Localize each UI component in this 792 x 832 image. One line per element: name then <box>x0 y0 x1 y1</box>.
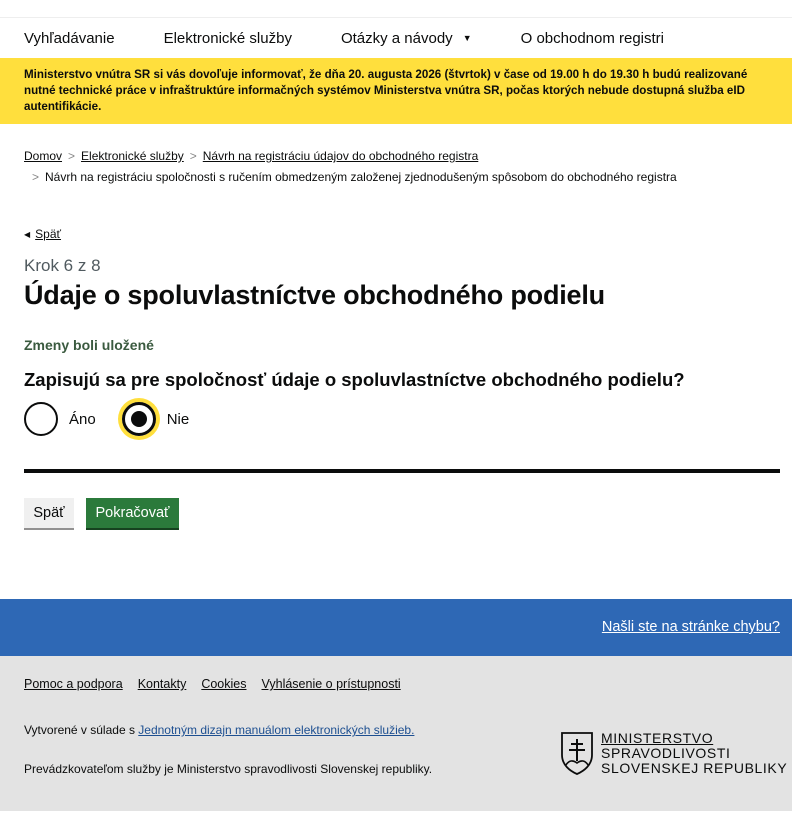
section-divider <box>24 469 780 473</box>
caret-down-icon: ▼ <box>462 33 472 43</box>
main-navigation <box>0 18 792 58</box>
footer-design-prefix: Vytvorené v súlade s <box>24 723 139 737</box>
breadcrumb-current: Návrh na registráciu spoločnosti s ručením obmedzeným založenej zjednodušeným spôsobom do obchodného registra <box>45 170 677 184</box>
radio-button-selected[interactable] <box>122 402 156 436</box>
footer-link-contacts[interactable]: Kontakty <box>137 677 187 691</box>
nav-item-faq-label: Otázky a návody <box>340 29 453 47</box>
nav-item-about[interactable]: O obchodnom registri <box>520 29 665 47</box>
page-title: Údaje o spoluvlastníctve obchodného podielu <box>24 280 605 310</box>
chevron-right-icon: > <box>189 149 197 163</box>
breadcrumb <box>0 124 792 188</box>
nav-item-e-services[interactable]: Elektronické služby <box>163 29 292 47</box>
step-indicator: Krok 6 z 8 <box>24 256 101 275</box>
breadcrumb-registration[interactable]: Návrh na registráciu údajov do obchodného registra <box>202 149 479 163</box>
question-label: Zapisujú sa pre spoločnosť údaje o spoluvlastníctve obchodného podielu? <box>24 369 685 390</box>
ministry-logo[interactable] <box>560 731 787 776</box>
footer-link-cookies[interactable]: Cookies <box>201 677 247 691</box>
radio-option-nie[interactable] <box>122 402 190 436</box>
footer-operator: Prevádzkovateľom služby je Ministerstvo spravodlivosti Slovenskej republiky. <box>24 762 433 776</box>
maintenance-banner: Ministerstvo vnútra SR si vás dovoľuje informovať, že dňa 20. augusta 2026 (štvrtok) v čase od 19.00 h do 19.30 h budú realizované nutné technické práce v infraštruktúre informačných systémov Ministerstva vnútra SR, počas ktorých nebude dostupná služba eID autentifikácie. <box>0 58 792 124</box>
saved-message: Zmeny boli uložené <box>24 337 154 353</box>
footer <box>0 656 792 811</box>
breadcrumb-row <box>24 167 768 188</box>
continue-button[interactable]: Pokračovať <box>86 498 179 530</box>
radio-button[interactable] <box>24 402 58 436</box>
back-button[interactable]: Späť <box>24 498 74 530</box>
coat-of-arms-icon <box>560 731 594 775</box>
footer-link-accessibility[interactable]: Vyhlásenie o prístupnosti <box>261 677 401 691</box>
back-link-label: Späť <box>35 227 62 241</box>
footer-link-help[interactable]: Pomoc a podpora <box>24 677 123 691</box>
top-spacer <box>0 0 792 18</box>
radio-group <box>24 402 215 436</box>
breadcrumb-e-services[interactable]: Elektronické služby <box>81 149 184 163</box>
report-error-link[interactable]: Našli ste na stránke chybu? <box>601 619 780 635</box>
radio-label: Nie <box>166 410 190 428</box>
nav-item-search[interactable]: Vyhľadávanie <box>24 29 115 47</box>
back-link[interactable] <box>24 227 61 241</box>
design-manual-link[interactable]: Jednotným dizajn manuálom elektronických služieb. <box>138 723 415 737</box>
ministry-name-line: MINISTERSTVO <box>601 730 714 746</box>
report-bar <box>0 599 792 656</box>
ministry-name <box>601 731 787 776</box>
footer-links <box>24 677 416 691</box>
ministry-name-line: SPRAVODLIVOSTI <box>601 745 731 761</box>
breadcrumb-home[interactable]: Domov <box>24 149 63 163</box>
radio-option-ano[interactable] <box>24 402 96 436</box>
caret-left-icon: ◀ <box>24 229 31 239</box>
chevron-right-icon: > <box>32 170 40 184</box>
nav-item-faq[interactable] <box>341 30 472 47</box>
radio-label: Áno <box>69 410 96 428</box>
breadcrumb-row <box>24 146 768 167</box>
ministry-name-line: SLOVENSKEJ REPUBLIKY <box>601 760 788 776</box>
chevron-right-icon: > <box>68 149 76 163</box>
footer-design-note <box>24 723 414 737</box>
